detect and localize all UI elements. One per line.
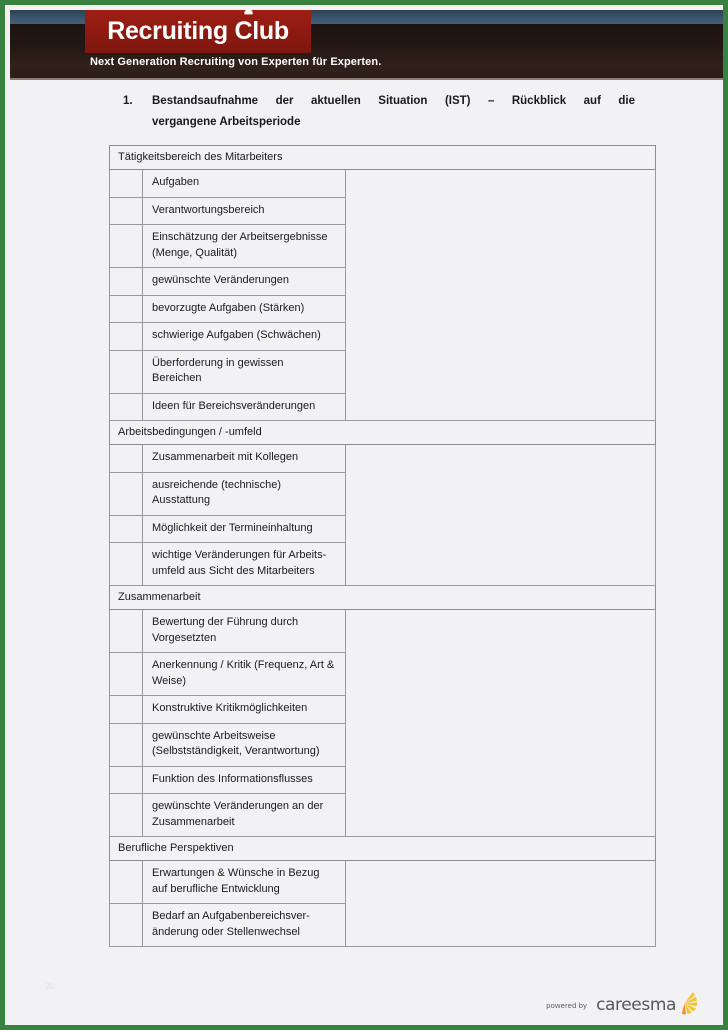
checkbox-cell[interactable] (110, 766, 143, 794)
checkbox-cell[interactable] (110, 696, 143, 724)
topic-label-cell: Anerkennung / Kritik (Frequenz, Art & Weise) (143, 653, 346, 696)
topic-label-cell: Bewertung der Führung durch Vorgesetzten (143, 610, 346, 653)
heading-line-2: vergangene Arbeitsperiode (152, 116, 301, 128)
heading-line-1: Bestandsaufnahme der aktuellen Situation (IST) – Rückblick auf die (152, 95, 635, 107)
table-row (110, 445, 656, 473)
topic-label-cell: Zusammenarbeit mit Kollegen (143, 445, 346, 473)
checkbox-cell[interactable] (110, 543, 143, 586)
checkbox-cell[interactable] (110, 295, 143, 323)
checkbox-cell[interactable] (110, 472, 143, 515)
powered-by-footer (546, 993, 698, 1017)
table-section-header (110, 421, 656, 445)
topic-label-cell: gewünschte Veränderungen (143, 268, 346, 296)
powered-by-label: powered by (546, 1000, 588, 1010)
checkbox-cell[interactable] (110, 445, 143, 473)
topic-label-cell: Einschätzung der Arbeitsergebnisse (Menge, Qualität) (143, 225, 346, 268)
header-tagline: Next Generation Recruiting von Experten für Experten. (90, 56, 382, 68)
topic-label-cell: schwierige Aufgaben (Schwächen) (143, 323, 346, 351)
checkbox-cell[interactable] (110, 653, 143, 696)
notes-area[interactable] (346, 610, 656, 837)
careesma-logo (596, 993, 698, 1017)
topic-label-cell: gewünschte Veränderungen an der Zusammenarbeit (143, 794, 346, 837)
topic-label-cell: Erwartungen & Wünsche in Bezug auf berufliche Entwicklung (143, 861, 346, 904)
topic-label-cell: Möglichkeit der Termineinhaltung (143, 515, 346, 543)
table-section-header (110, 586, 656, 610)
chef-hat-icon (242, 9, 255, 17)
topic-label-cell: Überforderung in gewissen Bereichen (143, 350, 346, 393)
checkbox-cell[interactable] (110, 225, 143, 268)
section-heading (123, 91, 635, 133)
table-row (110, 861, 656, 904)
checkbox-cell[interactable] (110, 268, 143, 296)
checkbox-cell[interactable] (110, 861, 143, 904)
recruiting-club-logo (85, 10, 311, 53)
topic-label-cell: Ideen für Bereichsveränderungen (143, 393, 346, 421)
checkbox-cell[interactable] (110, 515, 143, 543)
notes-area[interactable] (346, 445, 656, 586)
sunburst-icon (672, 991, 698, 1017)
topic-label-cell: wichtige Veränderungen für Arbeits- umfeld aus Sicht des Mitarbeiters (143, 543, 346, 586)
checkbox-cell[interactable] (110, 794, 143, 837)
checkbox-cell[interactable] (110, 723, 143, 766)
section-title: Arbeitsbedingungen / -umfeld (110, 421, 656, 445)
topic-label-cell: Funktion des Informationsflusses (143, 766, 346, 794)
topic-label-cell: Bedarf an Aufgabenbereichsver- änderung oder Stellenwechsel (143, 904, 346, 947)
assessment-table (109, 145, 656, 947)
topic-label-cell: Aufgaben (143, 170, 346, 198)
checkbox-cell[interactable] (110, 170, 143, 198)
page-header (10, 10, 728, 78)
section-title: Berufliche Perspektiven (110, 837, 656, 861)
notes-area[interactable] (346, 861, 656, 947)
topic-label-cell: Verantwortungsbereich (143, 197, 346, 225)
heading-number: 1. (123, 95, 133, 107)
topic-label-cell: bevorzugte Aufgaben (Stärken) (143, 295, 346, 323)
table-body (110, 146, 656, 947)
section-title: Zusammenarbeit (110, 586, 656, 610)
table-row (110, 610, 656, 653)
topic-label-cell: gewünschte Arbeitsweise (Selbstständigkeit, Verantwortung) (143, 723, 346, 766)
checkbox-cell[interactable] (110, 610, 143, 653)
checkbox-cell[interactable] (110, 350, 143, 393)
section-title: Tätigkeitsbereich des Mitarbeiters (110, 146, 656, 170)
checkbox-cell[interactable] (110, 904, 143, 947)
checkbox-cell[interactable] (110, 197, 143, 225)
checkbox-cell[interactable] (110, 323, 143, 351)
table-section-header (110, 837, 656, 861)
topic-label-cell: ausreichende (technische) Ausstattung (143, 472, 346, 515)
table-section-header (110, 146, 656, 170)
checkbox-cell[interactable] (110, 393, 143, 421)
careesma-wordmark: careesma (596, 995, 676, 1015)
page-number: 20 (45, 981, 56, 991)
topic-label-cell: Konstruktive Kritikmöglichkeiten (143, 696, 346, 724)
table-row (110, 170, 656, 198)
logo-text: Recruiting Club (107, 17, 289, 45)
notes-area[interactable] (346, 170, 656, 421)
